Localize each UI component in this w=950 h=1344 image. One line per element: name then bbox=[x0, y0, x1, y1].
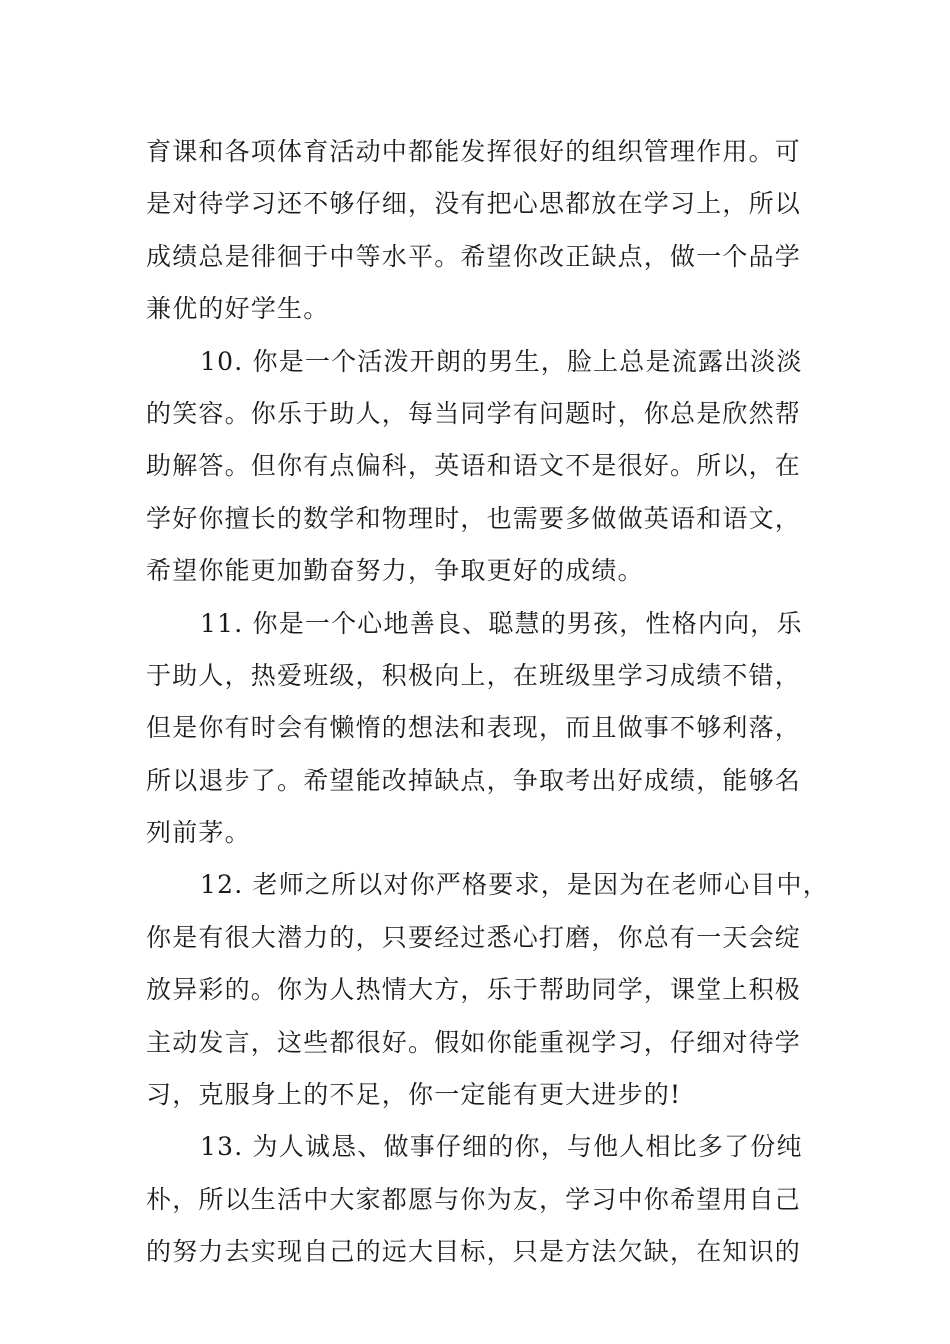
text-line: 的努力去实现自己的远大目标，只是方法欠缺，在知识的 bbox=[146, 1237, 802, 1267]
text-line: 是对待学习还不够仔细，没有把心思都放在学习上，所以 bbox=[146, 189, 802, 219]
text-line: 希望你能更加勤奋努力，争取更好的成绩。 bbox=[146, 556, 644, 586]
text-line: 习，克服身上的不足，你一定能有更大进步的! bbox=[146, 1080, 682, 1110]
text-line: 朴，所以生活中大家都愿与你为友，学习中你希望用自己 bbox=[146, 1184, 802, 1214]
text-line: 兼优的好学生。 bbox=[146, 294, 330, 324]
body-text bbox=[146, 126, 829, 1279]
paragraph-start-12: 12. 老师之所以对你严格要求，是因为在老师心目中， bbox=[200, 870, 829, 900]
text-line: 但是你有时会有懒惰的想法和表现，而且做事不够利落， bbox=[146, 713, 802, 743]
text-line: 学好你擅长的数学和物理时，也需要多做做英语和语文， bbox=[146, 503, 802, 533]
text-line: 助解答。但你有点偏科，英语和语文不是很好。所以，在 bbox=[146, 451, 802, 481]
text-line: 成绩总是徘徊于中等水平。希望你改正缺点，做一个品学 bbox=[146, 241, 802, 271]
paragraph-start-10: 10. 你是一个活泼开朗的男生，脸上总是流露出淡淡 bbox=[200, 346, 803, 376]
text-line: 放异彩的。你为人热情大方，乐于帮助同学，课堂上积极 bbox=[146, 975, 802, 1005]
paragraph-start-13: 13. 为人诚恳、做事仔细的你，与他人相比多了份纯 bbox=[200, 1132, 803, 1162]
text-line: 育课和各项体育活动中都能发挥很好的组织管理作用。可 bbox=[146, 137, 802, 166]
text-line: 于助人，热爱班级，积极向上，在班级里学习成绩不错， bbox=[146, 660, 802, 690]
text-line: 列前茅。 bbox=[146, 818, 251, 848]
text-line: 主动发言，这些都很好。假如你能重视学习，仔细对待学 bbox=[146, 1027, 802, 1057]
text-line: 所以退步了。希望能改掉缺点，争取考出好成绩，能够名 bbox=[146, 765, 802, 795]
text-line: 的笑容。你乐于助人，每当同学有问题时，你总是欣然帮 bbox=[146, 398, 802, 428]
text-line: 你是有很大潜力的，只要经过悉心打磨，你总有一天会绽 bbox=[146, 922, 802, 952]
paragraph-start-11: 11. 你是一个心地善良、聪慧的男孩，性格内向，乐 bbox=[200, 608, 803, 638]
